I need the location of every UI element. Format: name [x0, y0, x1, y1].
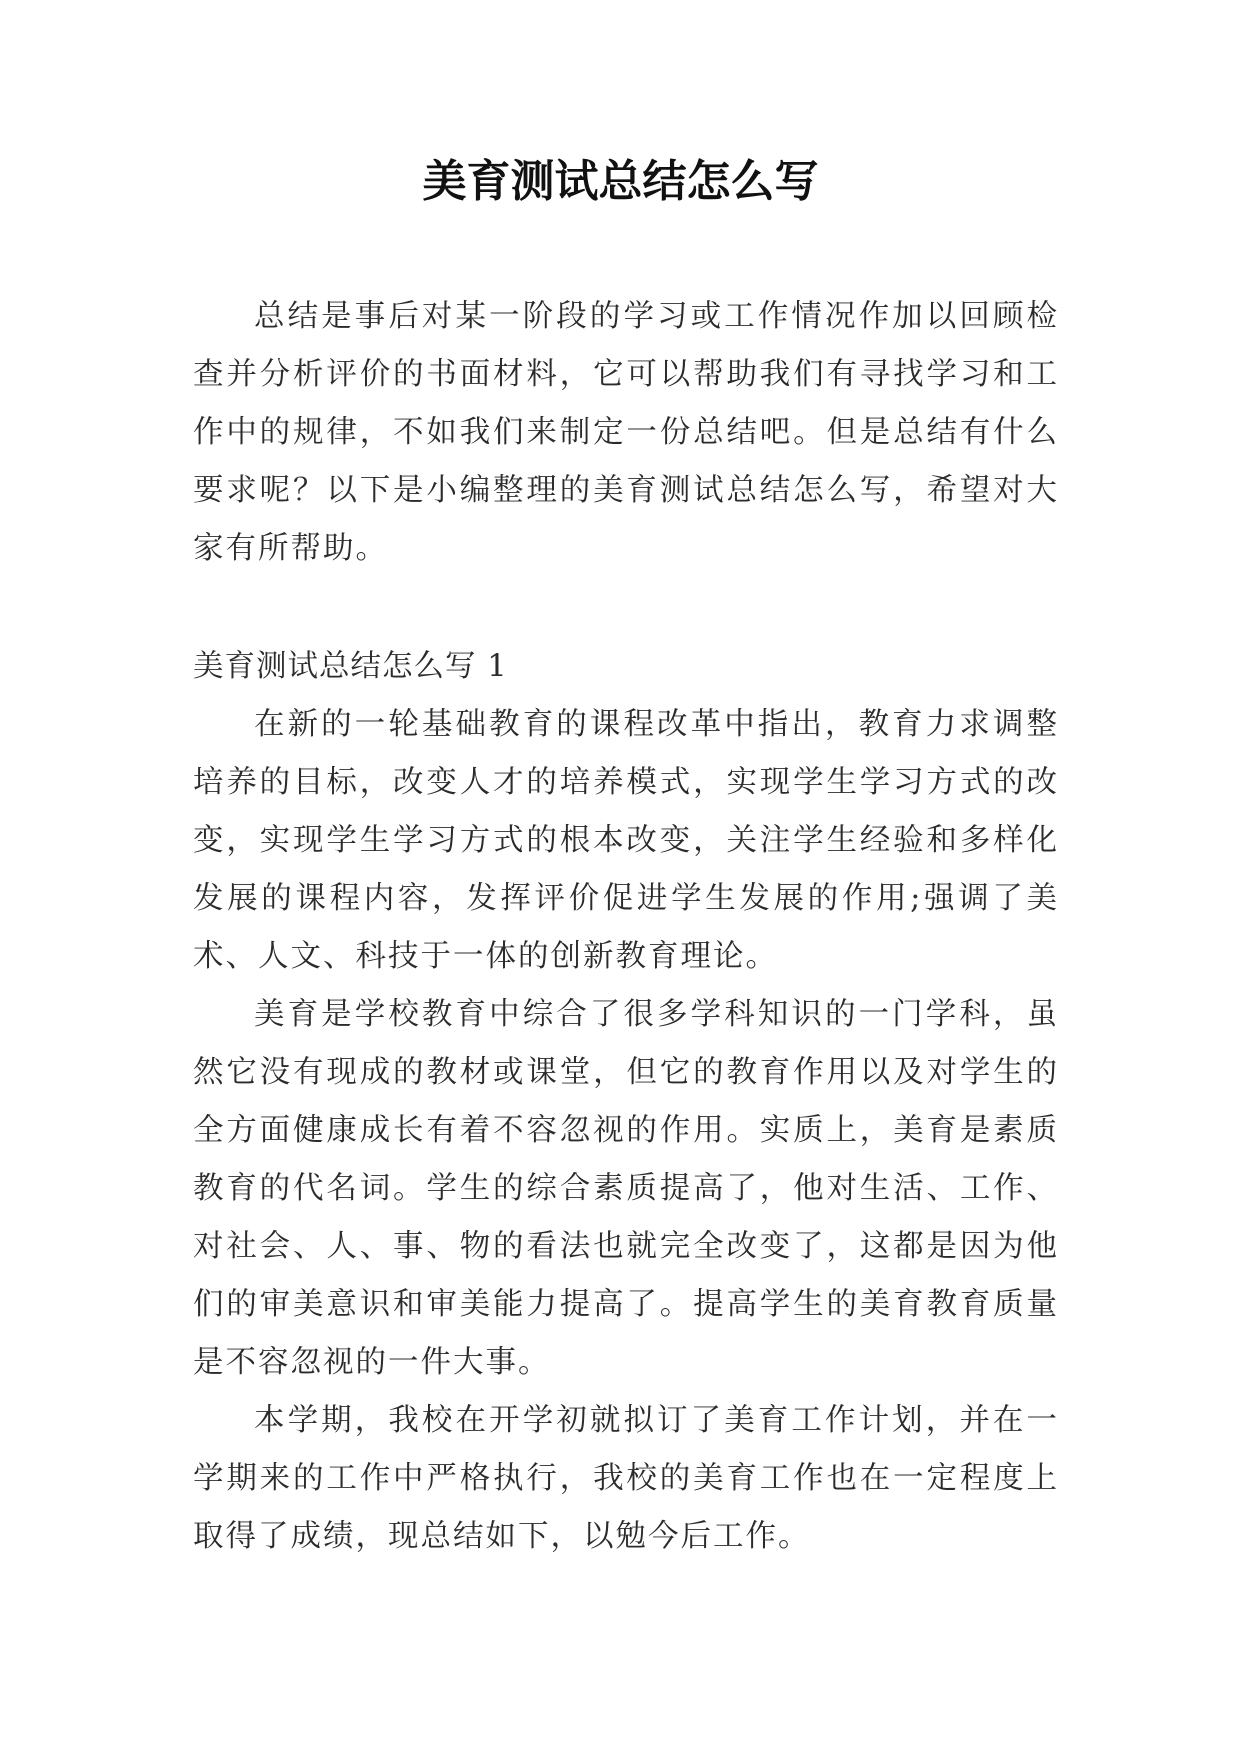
body-paragraph-1: 在新的一轮基础教育的课程改革中指出，教育力求调整培养的目标，改变人才的培养模式，实现学生学习方式的改变，实现学生学习方式的根本改变，关注学生经验和多样化发展的课程内容，发挥评价促进学生发展的作用;强调了美术、人文、科技于一体的创新教育理论。	[193, 707, 1059, 974]
intro-block	[193, 288, 1059, 578]
section-1	[193, 638, 1059, 1566]
body-paragraph-2: 美育是学校教育中综合了很多学科知识的一门学科，虽然它没有现成的教材或课堂，但它的教育作用以及对学生的全方面健康成长有着不容忽视的作用。实质上，美育是素质教育的代名词。学生的综合素质提高了，他对生活、工作、对社会、人、事、物的看法也就完全改变了，这都是因为他们的审美意识和审美能力提高了。提高学生的美育教育质量是不容忽视的一件大事。	[193, 997, 1059, 1380]
document-title: 美育测试总结怎么写	[422, 156, 819, 207]
intro-paragraph: 总结是事后对某一阶段的学习或工作情况作加以回顾检查并分析评价的书面材料，它可以帮助我们有寻找学习和工作中的规律，不如我们来制定一份总结吧。但是总结有什么要求呢？以下是小编整理的美育测试总结怎么写，希望对大家有所帮助。	[193, 299, 1059, 566]
body-paragraph-3: 本学期，我校在开学初就拟订了美育工作计划，并在一学期来的工作中严格执行，我校的美育工作也在一定程度上取得了成绩，现总结如下，以勉今后工作。	[193, 1403, 1059, 1554]
section-heading: 美育测试总结怎么写 1	[193, 649, 508, 684]
